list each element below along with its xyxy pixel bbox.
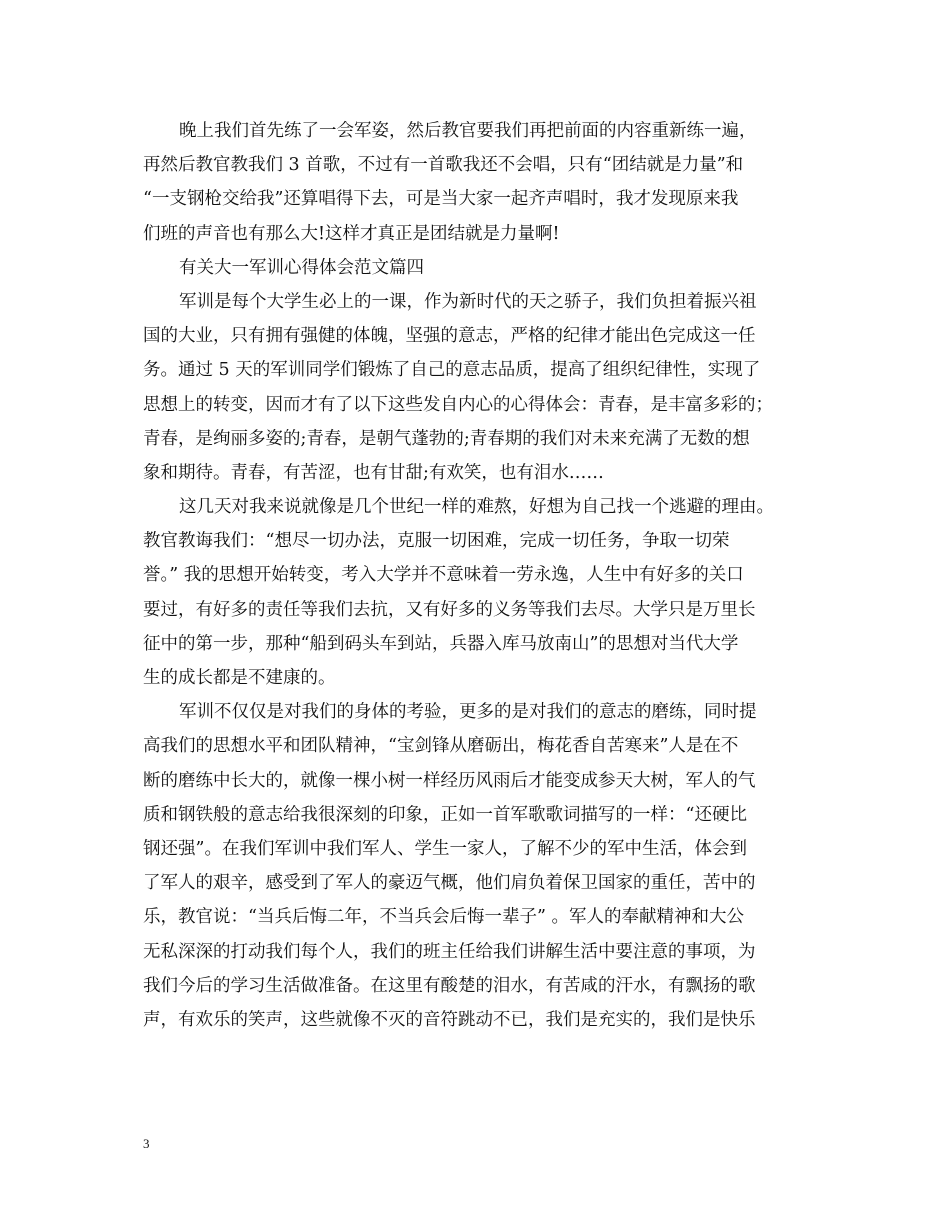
paragraph <box>143 285 823 490</box>
text-line: 再然后教官教我们 3 首歌，不过有一首歌我还不会唱，只有“团结就是力量”和 <box>143 155 744 176</box>
text-line: 晚上我们首先练了一会军姿，然后教官要我们再把前面的内容重新练一遍， <box>179 121 757 141</box>
text-line: 征中的第一步，那种“船到码头车到站，兵器入库马放南山”的思想对当代大学 <box>143 633 739 654</box>
text-line: 教官教诲我们：“想尽一切办法，克服一切困难，完成一切任务，争取一切荣 <box>143 531 730 552</box>
text-line: 断的磨练中长大的，就像一棵小树一样经历风雨后才能变成参天大树，军人的气 <box>143 770 756 791</box>
text-line: 高我们的思想水平和团队精神，“宝剑锋从磨砺出，梅花香自苦寒来”人是在不 <box>143 736 739 757</box>
text-line: 我们今后的学习生活做准备。在这里有酸楚的泪水，有苦咸的汗水，有飘扬的歌 <box>143 975 756 996</box>
text-line: 无私深深的打动我们每个人，我们的班主任给我们讲解生活中要注意的事项，为 <box>143 941 756 962</box>
text-line: 要过，有好多的责任等我们去抗，又有好多的义务等我们去尽。大学只是万里长 <box>143 599 756 620</box>
text-line: 声，有欢乐的笑声，这些就像不灭的音符跳动不已，我们是充实的，我们是快乐 <box>143 1009 756 1030</box>
text-line: 军训是每个大学生必上的一课，作为新时代的天之骄子，我们负担着振兴祖 <box>179 291 757 312</box>
paragraph <box>143 490 823 695</box>
section-heading <box>143 251 823 285</box>
text-line: 誉。” 我的思想开始转变，考入大学并不意味着一劳永逸，人生中有好多的关口 <box>143 565 744 586</box>
text-line: 乐，教官说：“当兵后悔二年，不当兵会后悔一辈子” 。军人的奉献精神和大公 <box>143 907 744 928</box>
text-line: 国的大业，只有拥有强健的体魄，坚强的意志，严格的纪律才能出色完成这一任 <box>143 326 756 347</box>
text-line: 象和期待。青春，有苦涩，也有甘甜;有欢笑，也有泪水…… <box>143 462 604 483</box>
text-line: 钢还强”。在我们军训中我们军人、学生一家人，了解不少的军中生活，体会到 <box>143 838 747 859</box>
text-line: 思想上的转变，因而才有了以下这些发自内心的心得体会：青春，是丰富多彩的； <box>143 394 773 415</box>
text-line: 质和钢铁般的意志给我很深刻的印象，正如一首军歌歌词描写的一样：“还硬比 <box>143 804 747 825</box>
page-body <box>143 114 823 1037</box>
paragraph <box>143 114 823 251</box>
heading-text: 有关大一军训心得体会范文篇四 <box>179 257 424 278</box>
text-line: 军训不仅仅是对我们的身体的考验，更多的是对我们的意志的磨练，同时提 <box>179 702 757 723</box>
text-line: 了军人的艰辛，感受到了军人的豪迈气概，他们肩负着保卫国家的重任，苦中的 <box>143 873 756 894</box>
page-number: 3 <box>143 1136 150 1151</box>
text-line: 务。通过 5 天的军训同学们锻炼了自己的意志品质，提高了组织纪律性，实现了 <box>143 360 761 381</box>
text-line: 青春，是绚丽多姿的;青春，是朝气蓬勃的;青春期的我们对未来充满了无数的想 <box>143 428 750 449</box>
text-line: 生的成长都是不建康的。 <box>143 668 336 688</box>
text-line: “一支钢枪交给我”还算唱得下去，可是当大家一起齐声唱时，我才发现原来我 <box>143 189 739 210</box>
paragraph <box>143 695 823 1037</box>
text-line: 这几天对我来说就像是几个世纪一样的难熬，好想为自己找一个逃避的理由。 <box>179 497 774 518</box>
text-line: 们班的声音也有那么大!这样才真正是团结就是力量啊! <box>143 223 560 244</box>
